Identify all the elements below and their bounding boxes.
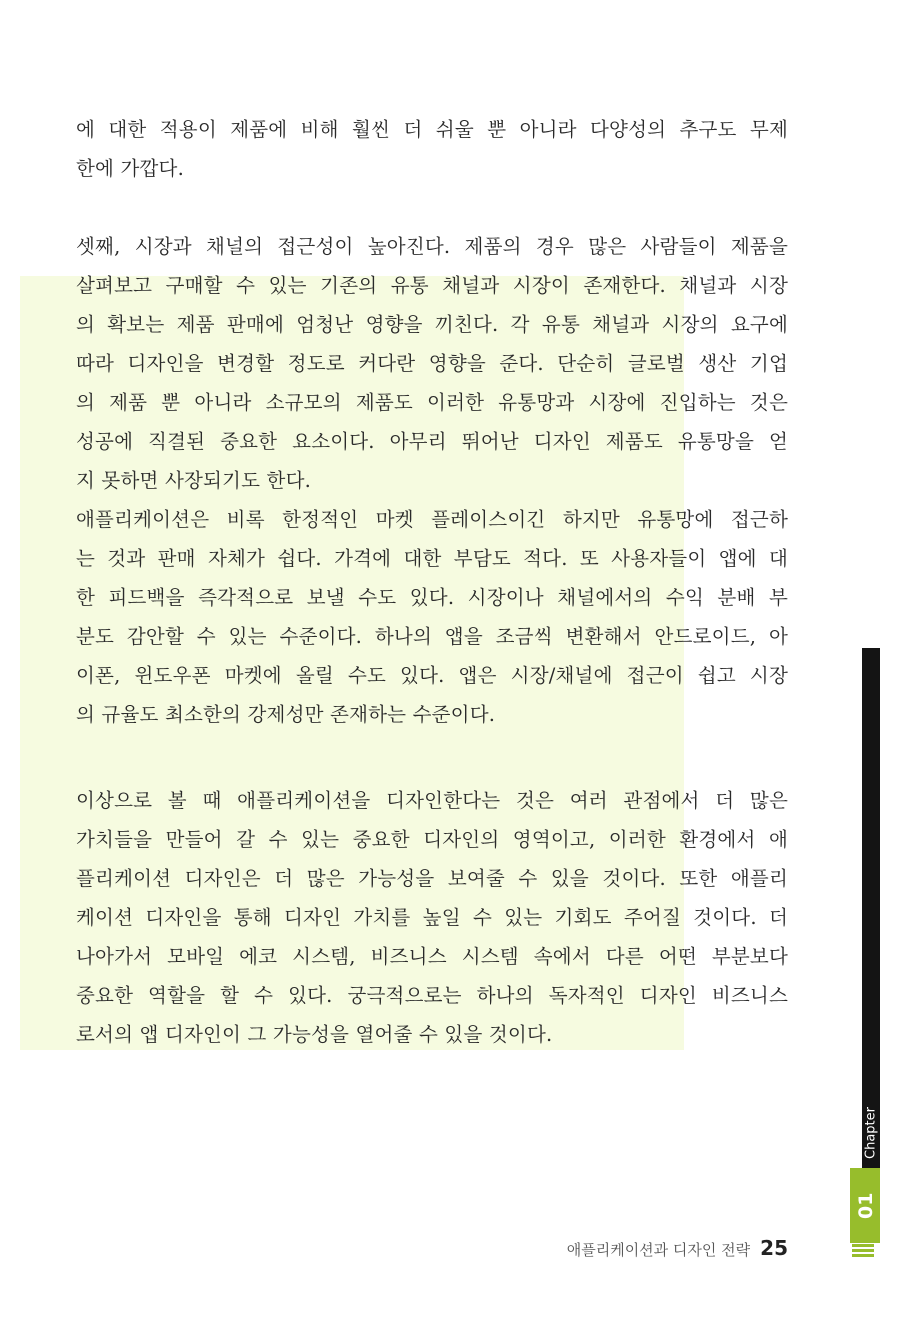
chapter-tab-number: 01 bbox=[855, 1192, 877, 1220]
text-line: 이폰, 윈도우폰 마켓에 올릴 수도 있다. 앱은 시장/채널에 접근이 쉽고 시장 bbox=[76, 664, 788, 687]
running-title: 애플리케이션과 디자인 전략 bbox=[566, 1241, 751, 1259]
text-line: 따라 디자인을 변경할 정도로 커다란 영향을 준다. 단순히 글로벌 생산 기업 bbox=[76, 352, 788, 375]
paragraph-1 bbox=[76, 110, 788, 188]
chapter-tab-label: Chapter bbox=[863, 1107, 879, 1159]
page-footer bbox=[548, 1236, 788, 1270]
text-line: 의 확보는 제품 판매에 엄청난 영향을 끼친다. 각 유통 채널과 시장의 요구에 bbox=[76, 313, 788, 336]
page-number: 25 bbox=[760, 1236, 788, 1260]
paragraph-3 bbox=[76, 781, 788, 1054]
text-line: 한 피드백을 즉각적으로 보낼 수도 있다. 시장이나 채널에서의 수익 분배 부 bbox=[76, 586, 788, 609]
text-line: 살펴보고 구매할 수 있는 기존의 유통 채널과 시장이 존재한다. 채널과 시장 bbox=[76, 274, 788, 297]
text-line: 의 제품 뿐 아니라 소규모의 제품도 이러한 유통망과 시장에 진입하는 것은 bbox=[76, 391, 788, 414]
paragraph-2 bbox=[76, 227, 788, 734]
text-line: 지 못하면 사장되기도 한다. bbox=[76, 469, 312, 492]
text-line: 는 것과 판매 자체가 쉽다. 가격에 대한 부담도 적다. 또 사용자들이 앱에 대 bbox=[76, 547, 788, 570]
chapter-tab-stripes bbox=[852, 1244, 874, 1262]
text-line: 에 대한 적용이 제품에 비해 훨씬 더 쉬울 뿐 아니라 다양성의 추구도 무제 bbox=[76, 118, 788, 141]
text-line: 중요한 역할을 할 수 있다. 궁극적으로는 하나의 독자적인 디자인 비즈니스 bbox=[76, 984, 788, 1007]
text-line: 이상으로 볼 때 애플리케이션을 디자인한다는 것은 여러 관점에서 더 많은 bbox=[76, 789, 788, 812]
text-line: 가치들을 만들어 갈 수 있는 중요한 디자인의 영역이고, 이러한 환경에서 애 bbox=[76, 828, 788, 851]
text-line: 나아가서 모바일 에코 시스템, 비즈니스 시스템 속에서 다른 어떤 부분보다 bbox=[76, 945, 788, 968]
text-line: 성공에 직결된 중요한 요소이다. 아무리 뛰어난 디자인 제품도 유통망을 얻 bbox=[76, 430, 788, 453]
text-line: 분도 감안할 수 있는 수준이다. 하나의 앱을 조금씩 변환해서 안드로이드, 아 bbox=[76, 625, 788, 648]
text-line: 애플리케이션은 비록 한정적인 마켓 플레이스이긴 하지만 유통망에 접근하 bbox=[76, 508, 788, 531]
text-line: 케이션 디자인을 통해 디자인 가치를 높일 수 있는 기회도 주어질 것이다. 더 bbox=[76, 906, 788, 929]
text-line: 의 규율도 최소한의 강제성만 존재하는 수준이다. bbox=[76, 703, 496, 726]
text-line: 플리케이션 디자인은 더 많은 가능성을 보여줄 수 있을 것이다. 또한 애플리 bbox=[76, 867, 788, 890]
text-line: 셋째, 시장과 채널의 접근성이 높아진다. 제품의 경우 많은 사람들이 제품을 bbox=[76, 235, 788, 258]
text-line: 한에 가깝다. bbox=[76, 157, 184, 180]
text-line: 로서의 앱 디자인이 그 가능성을 열어줄 수 있을 것이다. bbox=[76, 1023, 553, 1046]
